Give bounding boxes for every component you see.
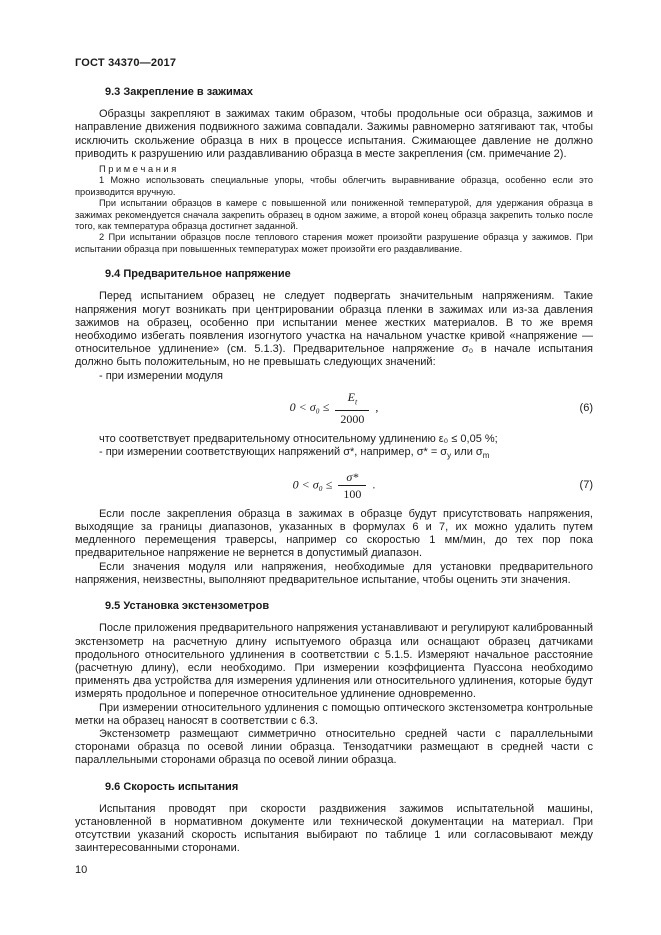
- document-header: ГОСТ 34370—2017: [75, 57, 177, 69]
- formula-7-numerator: σ*: [338, 470, 366, 486]
- paragraph-9-4-1: Перед испытанием образец не следует подвергать значительным напряжениям. Такие напряжения могут возникать при центрировании образца пленки в зажимах или из-за давления зажимов на образец, особенно при испытании менее жестких материалов. В то же время необходимо избегать появления изогнутого участка на начальном участке кривой «напряжение — относительное удлинение» (см. 5.1.3). Предварительное напряжение σ₀ в начале испытания должно быть положительным, но не превышать следующих значений:: [75, 290, 593, 369]
- list-item-modulus: - при измерении модуля: [99, 369, 224, 382]
- paragraph-9-4-4: Если значения модуля или напряжения, необходимые для установки предварительного напряжения, неизвестны, выполняют предварительное испытание, чтобы оценить эти значения.: [75, 560, 593, 586]
- formula-6-number: (6): [579, 402, 593, 415]
- paragraph-9-4-3: Если после закрепления образца в зажимах в образце будут присутствовать напряжения, выходящие за границы диапазонов, указанных в формулах 6 и 7, их можно удалить путем медленного перемещения траверсы, например со скоростью 1 мм/мин, до тех пор пока предварительное напряжение не вернется в допустимый диапазон.: [75, 507, 593, 560]
- document-content: [75, 86, 593, 856]
- section-heading-9-5: 9.5 Установка экстензометров: [105, 600, 270, 613]
- paragraph-9-5-1: После приложения предварительного напряжения устанавливают и регулируют калиброванный экстензометр на расчетную длину испытуемого образца или оснащают образец датчиками продольного относительного удлинения в соответствии с 5.1.5. Измеряют начальное расстояние (расчетную длину), если необходимо. При измерении коэффициента Пуассона необходимо применять два устройства для измерения удлинения или относительного удлинения, которые будут измерять продольное и поперечное относительное удлинение одновременно.: [75, 622, 593, 701]
- subscript-m: m: [482, 451, 490, 461]
- note-1-continued: При испытании образцов в камере с повышенной или пониженной температурой, для удержания образца в зажимах рекомендуется сначала закрепить образец в одном зажиме, а второй конец образца закрепить только после того, как температура образца достигнет заданной.: [75, 198, 593, 232]
- section-heading-9-4: 9.4 Предварительное напряжение: [105, 268, 291, 281]
- formula-6-punctuation: ,: [372, 399, 379, 414]
- formula-7-denominator: 100: [343, 486, 362, 501]
- notes-block: [75, 164, 593, 255]
- paragraph-9-5-2: При измерении относительного удлинения с помощью оптического экстензометра контрольные метки на образец наносят в соответствии с 6.3.: [75, 701, 593, 727]
- formula-6-numerator: [335, 390, 369, 411]
- formula-6-subscript-t: t: [354, 397, 358, 407]
- formula-6-symbol-E: E: [347, 389, 355, 404]
- paragraph-9-6-1: Испытания проводят при скорости раздвижения зажимов испытательной машины, установленной в нормативном документе или технической документации на материал. При отсутствии указаний скорость испытания выбирают по таблице 1 или согласовывают между заинтересованными сторонами.: [75, 802, 593, 855]
- note-1: 1 Можно использовать специальные упоры, чтобы облегчить выравнивание образца, особенно если это производится вручную.: [75, 175, 593, 197]
- subscript-y: y: [447, 451, 452, 461]
- list-item-stresses-text-2: или σ: [451, 446, 483, 459]
- formula-6: [75, 390, 593, 426]
- list-item-stresses-text: - при измерении соответствующих напряжений σ*, например, σ* = σ: [99, 446, 448, 459]
- formula-6-denominator: 2000: [340, 412, 365, 427]
- formula-6-lhs: 0 < σ₀ ≤: [289, 399, 333, 414]
- formula-7-punctuation: .: [369, 477, 376, 492]
- formula-7: [75, 470, 593, 501]
- section-heading-9-6: 9.6 Скорость испытания: [105, 780, 239, 793]
- paragraph-9-3-1: Образцы закрепляют в зажимах таким образом, чтобы продольные оси образца, зажимов и направление движения подвижного зажима совпадали. Зажимы равномерно затягивают так, чтобы исключить скольжение образца в них в процессе испытания. Сжимающее давление не должно приводить к разрушению или раздавливанию образца в месте закрепления (см. примечание 2).: [75, 108, 593, 160]
- page-number: 10: [75, 864, 88, 876]
- paragraph-9-4-epsilon: что соответствует предварительному относительному удлинению ε₀ ≤ 0,05 %;: [99, 433, 498, 446]
- list-item-stresses: [75, 446, 593, 462]
- formula-6-fraction: [335, 390, 369, 426]
- notes-title: П р и м е ч а н и я: [99, 164, 177, 175]
- formula-7-fraction: [338, 470, 366, 501]
- paragraph-9-5-3: Экстензометр размещают симметрично относительно средней части с параллельными сторонами образца по осевой линии образца. Тензодатчики размещают в средней части с параллельными сторонами образца по осевой линии образца.: [75, 727, 593, 767]
- note-2: 2 При испытании образцов после теплового старения может произойти разрушение образца у зажимов. При испытании образца при повышенных температурах может произойти его раздавливание.: [75, 232, 593, 254]
- formula-7-number: (7): [579, 479, 593, 492]
- formula-7-lhs: 0 < σ₀ ≤: [292, 477, 336, 492]
- section-heading-9-3: 9.3 Закрепление в зажимах: [105, 86, 253, 98]
